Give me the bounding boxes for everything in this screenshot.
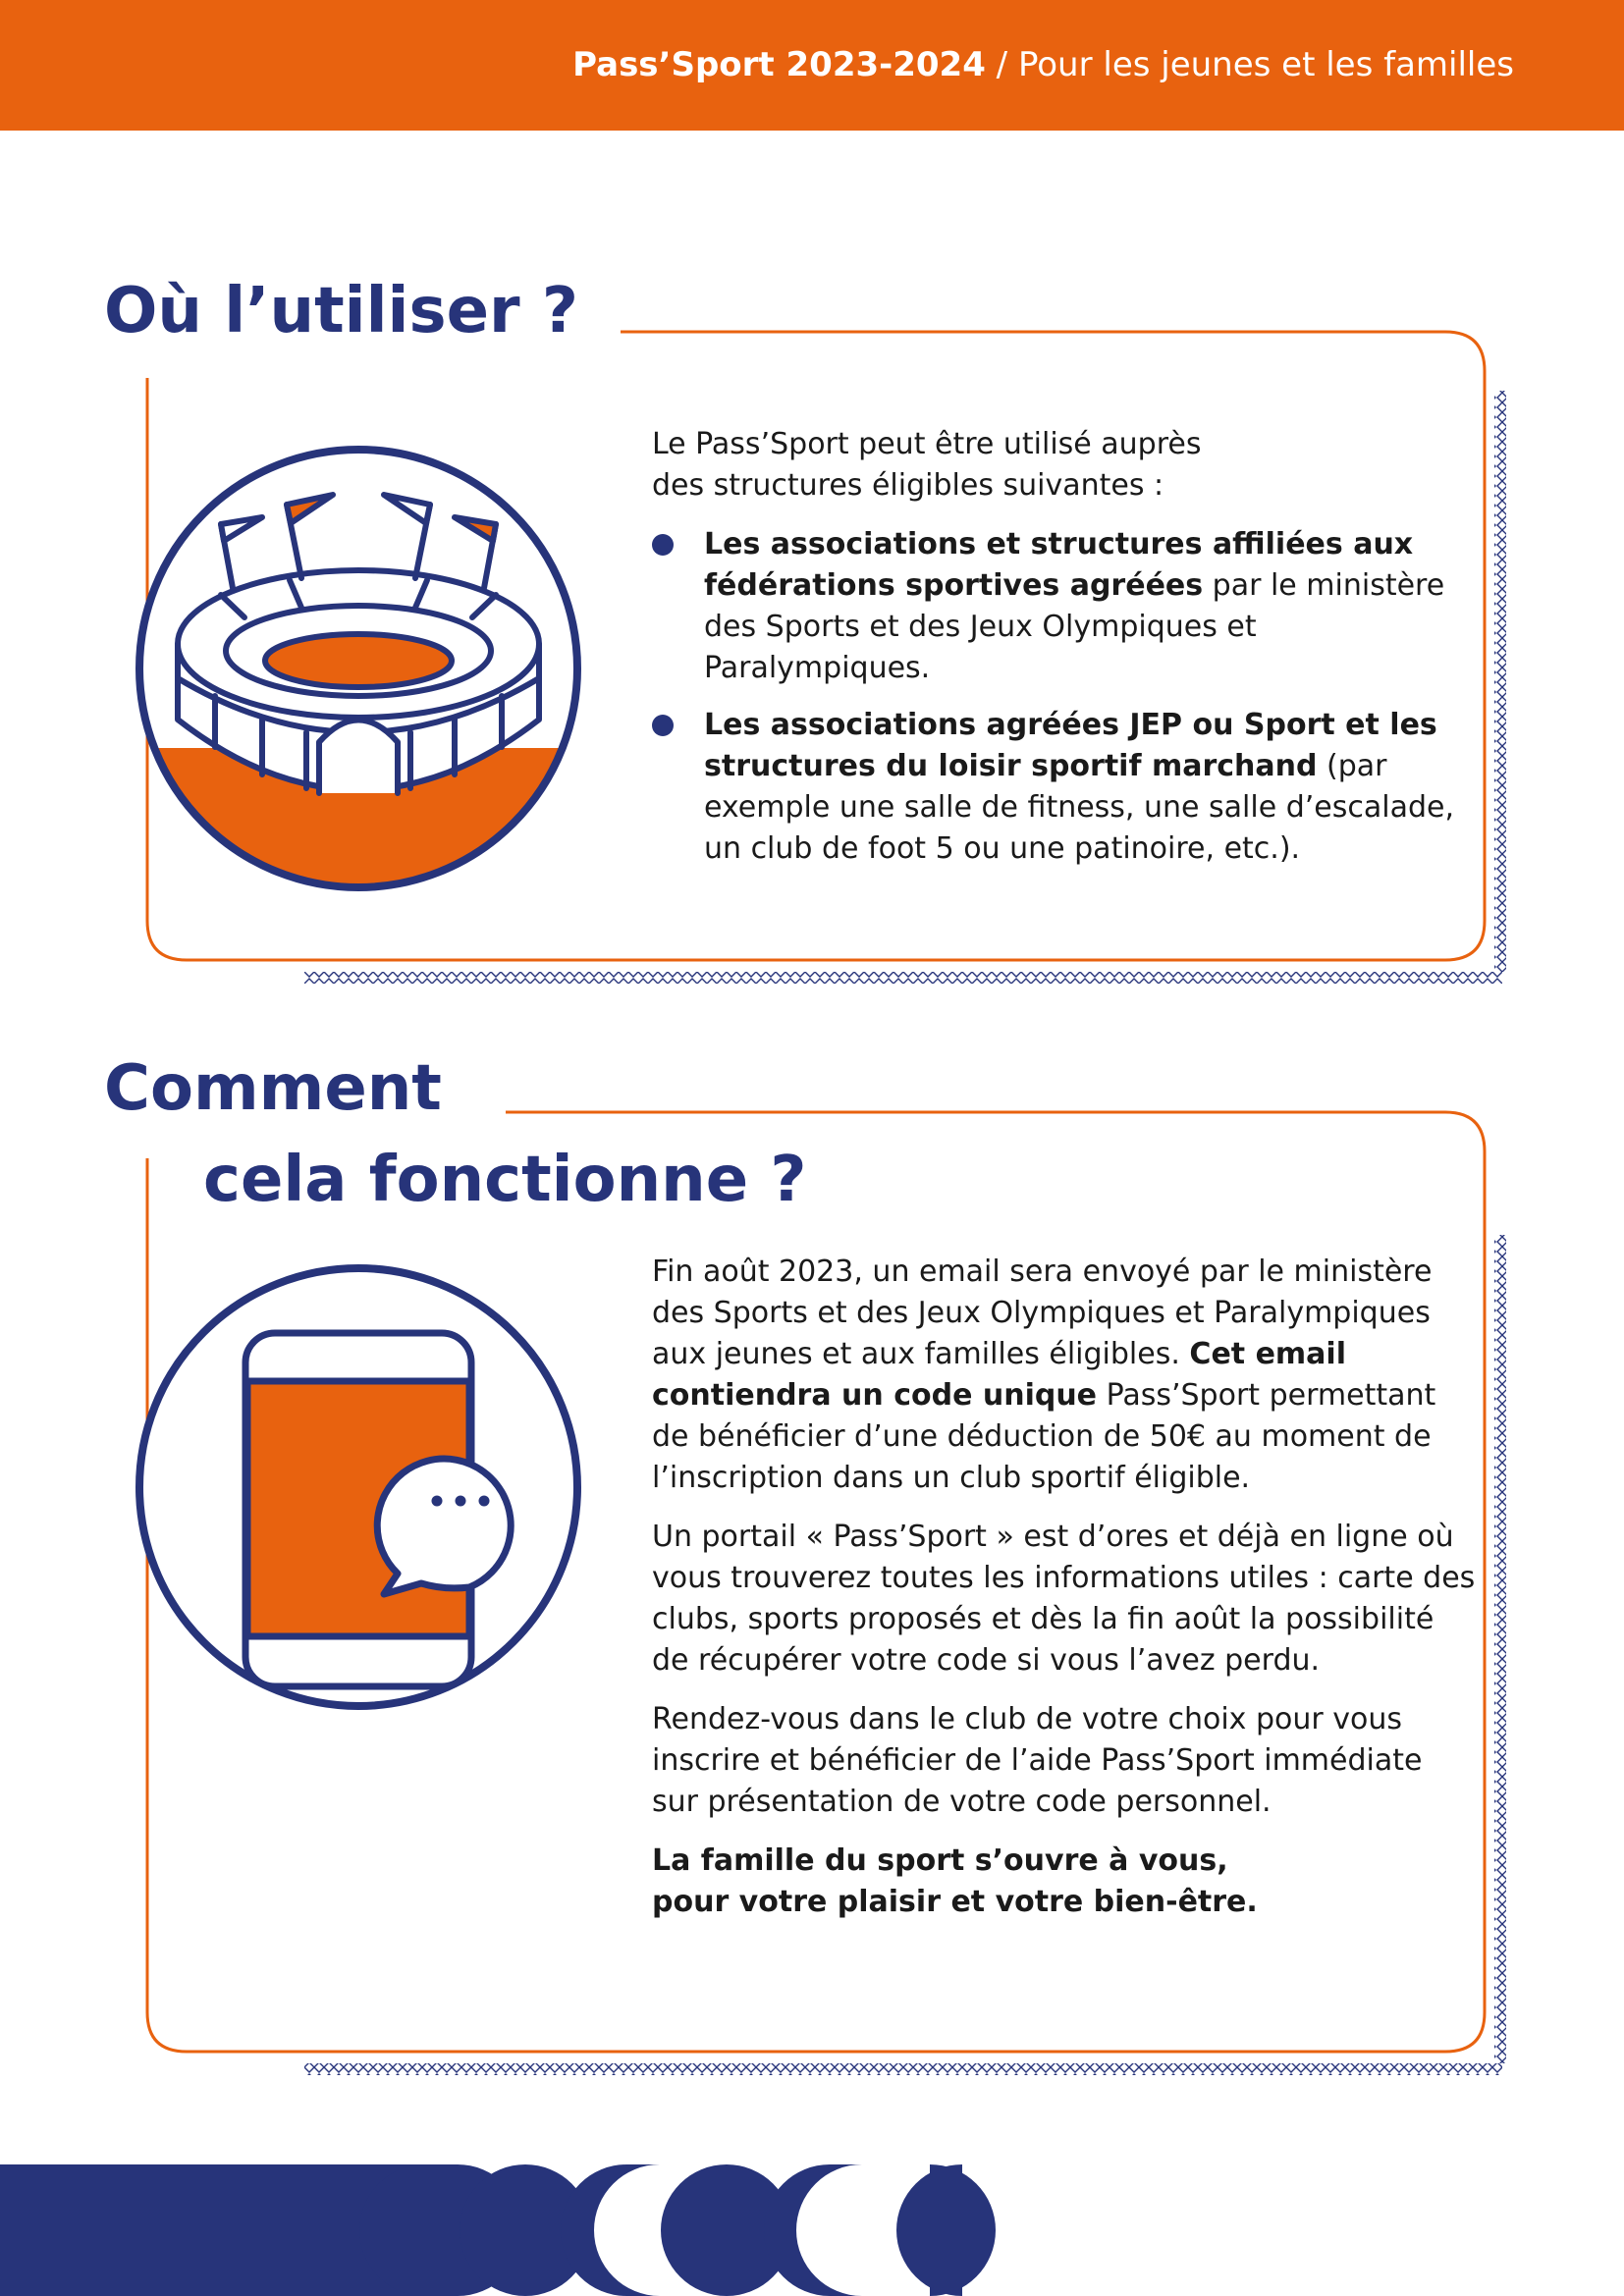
footer-shape <box>561 2164 660 2296</box>
section2-paragraph1 <box>652 1252 1477 1499</box>
section2-closing <box>652 1841 1477 1923</box>
list-item <box>652 524 1487 689</box>
footer-shape <box>764 2164 862 2296</box>
footer-shape <box>930 2164 996 2296</box>
bullet1-rest: par le ministère des Sports et des Jeux Olympiques et Paralympiques. <box>704 568 1445 685</box>
section2-p1-end: Pass’Sport permettant de bénéficier d’une déduction de 50€ au moment de l’inscription dans un club sportif éligible. <box>652 1378 1436 1495</box>
section2-zigzag-right <box>1494 1235 1506 2063</box>
list-item <box>652 705 1487 870</box>
footer-decoration <box>0 2164 1624 2296</box>
stadium-icon <box>105 433 612 904</box>
section1-intro-line2: des structures éligibles suivantes : <box>652 468 1164 503</box>
section1-zigzag-right <box>1494 391 1506 972</box>
bullet-dot <box>652 715 674 736</box>
section2-content <box>652 1252 1477 1923</box>
section2-closing-line1: La famille du sport s’ouvre à vous, <box>652 1843 1228 1878</box>
smartphone-message-icon <box>105 1252 612 1723</box>
bullet2-rest: (par exemple une salle de fitness, une salle d’escalade, un club de foot 5 ou une patinoire, etc.). <box>704 749 1455 866</box>
section1-title: Où l’utiliser ? <box>104 275 578 347</box>
section2-paragraph3: Rendez-vous dans le club de votre choix pour vous inscrire et bénéficier de l’aide Pass’Sport immédiate sur présentation de votre code personnel. <box>652 1702 1423 1819</box>
section2-paragraph2: Un portail « Pass’Sport » est d’ores et déjà en ligne où vous trouverez toutes les informations utiles : carte des clubs, sports proposés et dès la fin août la possibilité de récupérer votre code si vous l’avez perdu. <box>652 1520 1476 1678</box>
bullet-dot <box>652 534 674 556</box>
section1-bullet-list <box>652 524 1487 870</box>
bullet2-bold: Les associations agréées JEP ou Sport et les structures du loisir sportif marchand <box>704 708 1437 783</box>
bullet1-bold: Les associations et structures affiliées aux fédérations sportives agréées <box>704 527 1414 603</box>
section2-title-line1: Comment <box>104 1052 442 1125</box>
section1-intro-line1: Le Pass’Sport peut être utilisé auprès <box>652 427 1202 461</box>
section2-zigzag-bottom <box>304 2063 1502 2075</box>
header-title-rest: / Pour les jeunes et les familles <box>985 45 1514 84</box>
section2-p1-start: Fin août 2023, un email sera envoyé par le ministère des Sports et des Jeux Olympiques et Paralympiques aux jeunes et aux familles éligibles. <box>652 1255 1433 1371</box>
header-title-bold: Pass’Sport 2023-2024 <box>572 45 986 84</box>
section2-closing-line2: pour votre plaisir et votre bien-être. <box>652 1885 1258 1919</box>
section1-content <box>652 424 1487 885</box>
section2-p1-bold: Cet email contiendra un code unique <box>652 1337 1346 1413</box>
section1-zigzag-bottom <box>304 972 1502 984</box>
section2-title-line2: cela fonctionne ? <box>203 1144 807 1216</box>
